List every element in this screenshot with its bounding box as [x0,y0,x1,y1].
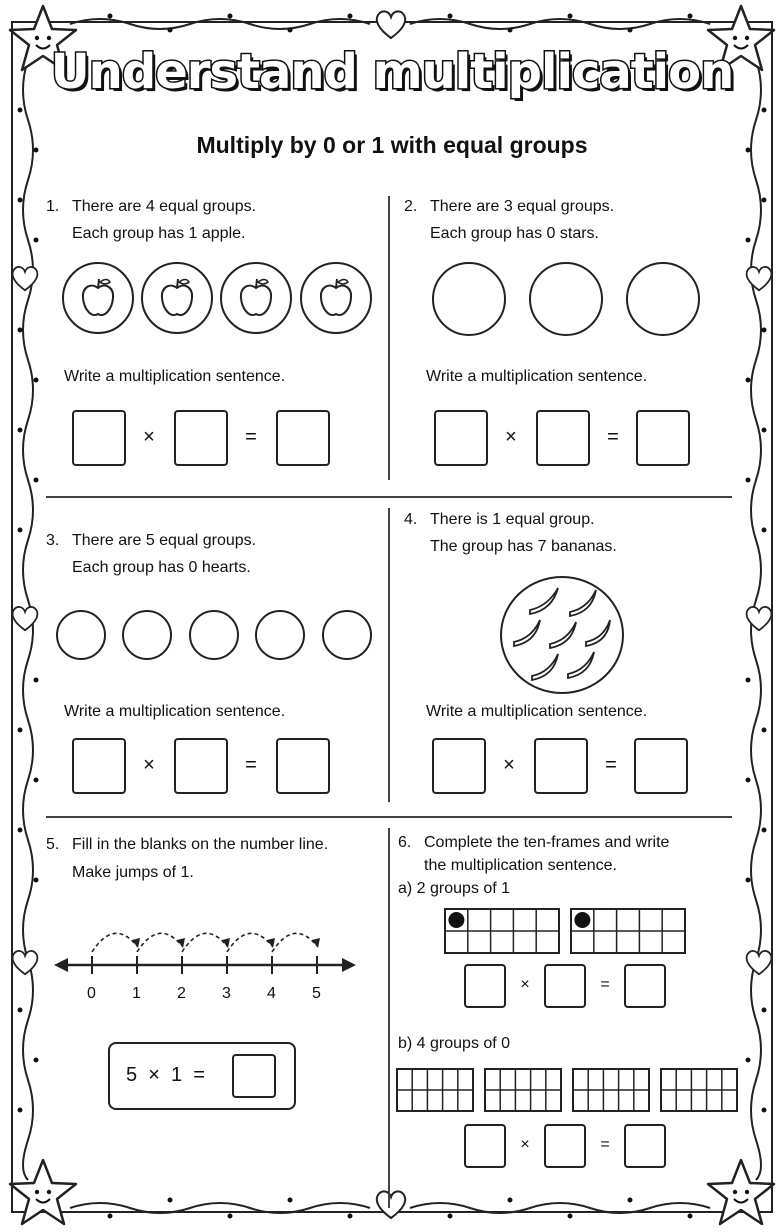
heart-icon [10,604,40,632]
equals-sign: = [245,426,257,448]
question-text: Each group has 1 apple. [72,225,246,242]
instruction: Write a multiplication sentence. [426,368,648,385]
title-container [0,44,784,100]
question-text: There is 1 equal group. [430,511,595,528]
divider-vertical [388,828,390,1208]
times-sign: × [503,754,515,776]
part-b-label: b) 4 groups of 0 [398,1035,511,1052]
answer-box-factor-1[interactable] [464,964,506,1008]
answer-box-factor-2[interactable] [534,738,588,794]
heart-icon [374,8,408,40]
answer-box-factor-1[interactable] [72,738,126,794]
question-text: Complete the ten-frames and write [424,834,670,851]
part-a-label: a) 2 groups of 1 [398,880,511,897]
smiling-star-icon [6,1156,80,1230]
tick-label: 1 [132,985,141,1002]
page-subtitle: Multiply by 0 or 1 with equal groups [196,132,588,158]
answer-box-factor-2[interactable] [544,1124,586,1168]
equals-sign: = [600,976,610,993]
instruction: Write a multiplication sentence. [64,703,286,720]
question-text: Make jumps of 1. [72,864,194,881]
instruction: Write a multiplication sentence. [426,703,648,720]
ten-frame[interactable] [396,1068,474,1112]
question-text: There are 5 equal groups. [72,532,257,549]
tick-label: 4 [267,985,276,1002]
question-number: 5. [46,836,60,853]
times-sign: × [143,754,155,776]
question-number: 1. [46,198,60,215]
times-sign: × [143,426,155,448]
instruction: Write a multiplication sentence. [64,368,286,385]
group-circle [189,610,239,660]
group-circle [122,610,172,660]
question-text: Fill in the blanks on the number line. [72,836,329,853]
apple-icon [80,276,116,320]
question-text: The group has 7 bananas. [430,538,617,555]
answer-box-factor-1[interactable] [464,1124,506,1168]
equals-sign: = [600,1136,610,1153]
heart-icon [744,948,774,976]
equals-sign: = [605,754,617,776]
question-number: 4. [404,511,418,528]
equals-sign: = [607,426,619,448]
tick-label: 5 [312,985,321,1002]
tick-label: 3 [222,985,231,1002]
answer-box-product[interactable] [276,410,330,466]
equals-sign: = [245,754,257,776]
page-title: Understand multiplication [50,44,734,100]
divider-horizontal [46,496,732,498]
question-text: Each group has 0 hearts. [72,559,251,576]
tick-label: 2 [177,985,186,1002]
heart-icon [374,1188,408,1220]
group-circle [322,610,372,660]
ten-frame[interactable] [570,908,686,954]
group-circle [432,262,506,336]
answer-box-factor-1[interactable] [434,410,488,466]
question-text: the multiplication sentence. [424,857,617,874]
times-sign: × [505,426,517,448]
group-circle [626,262,700,336]
group-circle [56,610,106,660]
ten-frame[interactable] [484,1068,562,1112]
equation-text: 5 × 1 = [126,1064,205,1086]
answer-box-factor-2[interactable] [544,964,586,1008]
times-sign: × [520,976,530,993]
group-circle [529,262,603,336]
answer-box-factor-1[interactable] [72,410,126,466]
ten-frame[interactable] [660,1068,738,1112]
divider-horizontal [46,816,732,818]
answer-box-factor-2[interactable] [174,738,228,794]
divider-vertical [388,508,390,802]
apple-icon [159,276,195,320]
apple-icon [318,276,354,320]
question-text: There are 4 equal groups. [72,198,257,215]
smiling-star-icon [704,1156,778,1230]
question-number: 3. [46,532,60,549]
apple-icon [238,276,274,320]
times-sign: × [520,1136,530,1153]
heart-icon [744,604,774,632]
answer-box-product[interactable] [276,738,330,794]
heart-icon [10,264,40,292]
tick-label: 0 [87,985,96,1002]
answer-box-factor-1[interactable] [432,738,486,794]
heart-icon [744,264,774,292]
ten-frame[interactable] [444,908,560,954]
group-circle [255,610,305,660]
answer-box-product[interactable] [232,1054,276,1098]
question-number: 2. [404,198,418,215]
answer-box-product[interactable] [624,1124,666,1168]
question-text: There are 3 equal groups. [430,198,615,215]
ten-frame[interactable] [572,1068,650,1112]
question-number: 6. [398,834,412,851]
answer-box-product[interactable] [634,738,688,794]
answer-box-factor-2[interactable] [174,410,228,466]
divider-vertical [388,196,390,480]
answer-box-product[interactable] [624,964,666,1008]
banana-bunch-icon [508,580,618,688]
question-text: Each group has 0 stars. [430,225,599,242]
answer-box-factor-2[interactable] [536,410,590,466]
heart-icon [10,948,40,976]
answer-box-product[interactable] [636,410,690,466]
number-line [50,910,360,980]
